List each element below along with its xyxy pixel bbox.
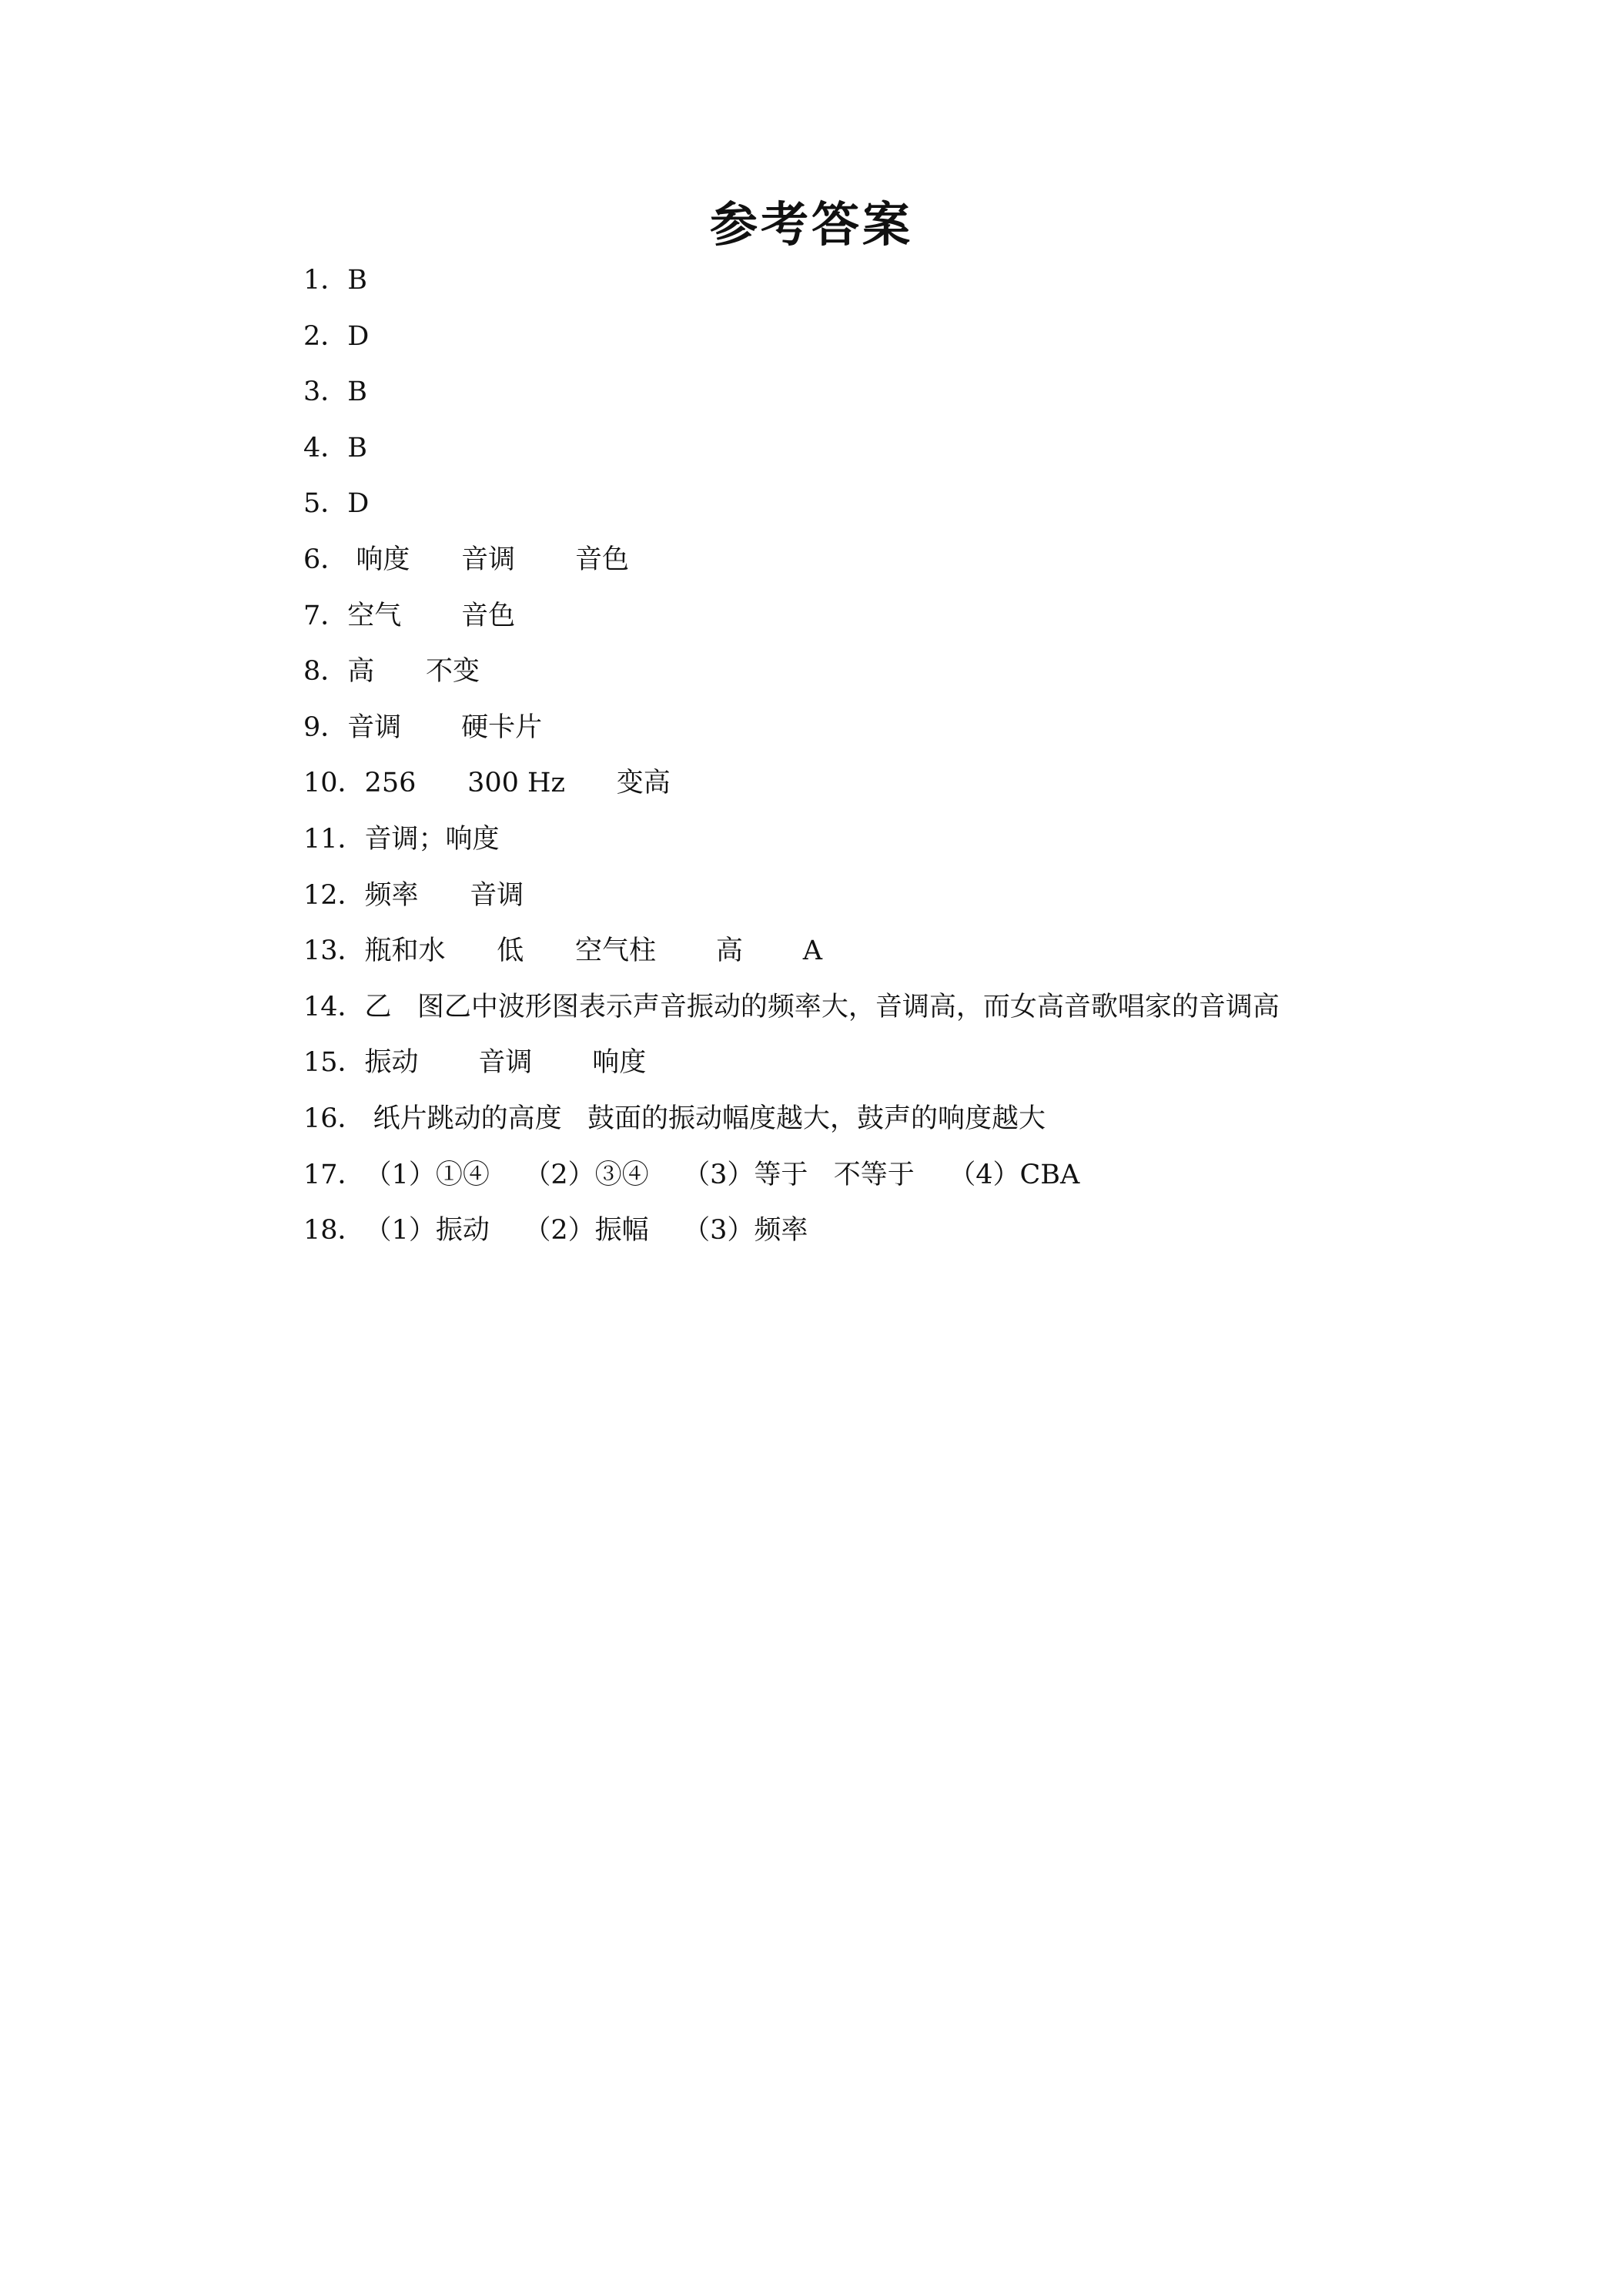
answer-number: 9．	[303, 711, 348, 743]
answer-number: 4．	[303, 432, 348, 464]
answer-item	[303, 1041, 1535, 1097]
answer-text: 空气 音色	[347, 600, 516, 631]
answer-item	[303, 370, 1535, 427]
answer-list	[303, 259, 1535, 1265]
answer-number: 15．	[303, 1047, 365, 1079]
answer-text: 振动 音调 响度	[364, 1047, 647, 1079]
answer-item	[303, 818, 1535, 874]
answer-text: D	[347, 320, 370, 352]
answer-text: B	[347, 377, 368, 408]
answer-number: 1．	[303, 265, 348, 296]
answer-item	[303, 929, 1535, 986]
answer-item	[303, 874, 1535, 930]
answer-item	[303, 986, 1535, 1042]
answer-item	[303, 259, 1535, 315]
answer-item	[303, 650, 1535, 706]
answer-number: 12．	[303, 879, 365, 911]
answer-item	[303, 1097, 1535, 1153]
answer-text: （1）振动 （2）振幅 （3）频率	[364, 1215, 808, 1247]
answer-text: B	[347, 265, 368, 296]
answer-text: 音调 硬卡片	[347, 711, 543, 743]
answer-number: 13．	[303, 935, 365, 967]
answer-item	[303, 427, 1535, 483]
answer-number: 7．	[303, 600, 348, 631]
answer-number: 10．	[303, 768, 365, 799]
answer-text: （1）①④ （2）③④ （3）等于 不等于 （4）CBA	[364, 1159, 1080, 1190]
answer-number: 8．	[303, 656, 348, 688]
answer-text: 频率 音调	[364, 879, 524, 911]
answer-item	[303, 315, 1535, 371]
answer-text: 纸片跳动的高度 鼓面的振动幅度越大，鼓声的响度越大	[364, 1103, 1046, 1134]
answer-text: 瓶和水 低 空气柱 高 A	[364, 935, 823, 967]
answer-item	[303, 761, 1535, 818]
answer-text: 响度 音调 音色	[347, 544, 630, 575]
answer-item	[303, 706, 1535, 762]
answer-text: 高 不变	[347, 656, 480, 688]
answer-text: D	[347, 488, 370, 520]
answer-text: 乙 图乙中波形图表示声音振动的频率大，音调高，而女高音歌唱家的音调高	[364, 991, 1280, 1022]
answer-item	[303, 1209, 1535, 1265]
answer-number: 17．	[303, 1159, 365, 1190]
page-title: 参考答案	[709, 196, 913, 253]
answer-number: 14．	[303, 991, 365, 1022]
answer-item	[303, 594, 1535, 651]
answer-item	[303, 482, 1535, 538]
answer-number: 2．	[303, 320, 348, 352]
answer-number: 18．	[303, 1215, 365, 1247]
answer-item	[303, 1153, 1535, 1210]
answer-number: 5．	[303, 488, 348, 520]
answer-number: 16．	[303, 1103, 365, 1134]
answer-item	[303, 538, 1535, 594]
answer-number: 11．	[303, 823, 365, 855]
answer-text: 256 300 Hz 变高	[364, 768, 671, 799]
answer-text: 音调；响度	[364, 823, 500, 855]
answer-text: B	[347, 432, 368, 464]
answer-number: 3．	[303, 377, 348, 408]
answer-number: 6．	[303, 544, 348, 575]
